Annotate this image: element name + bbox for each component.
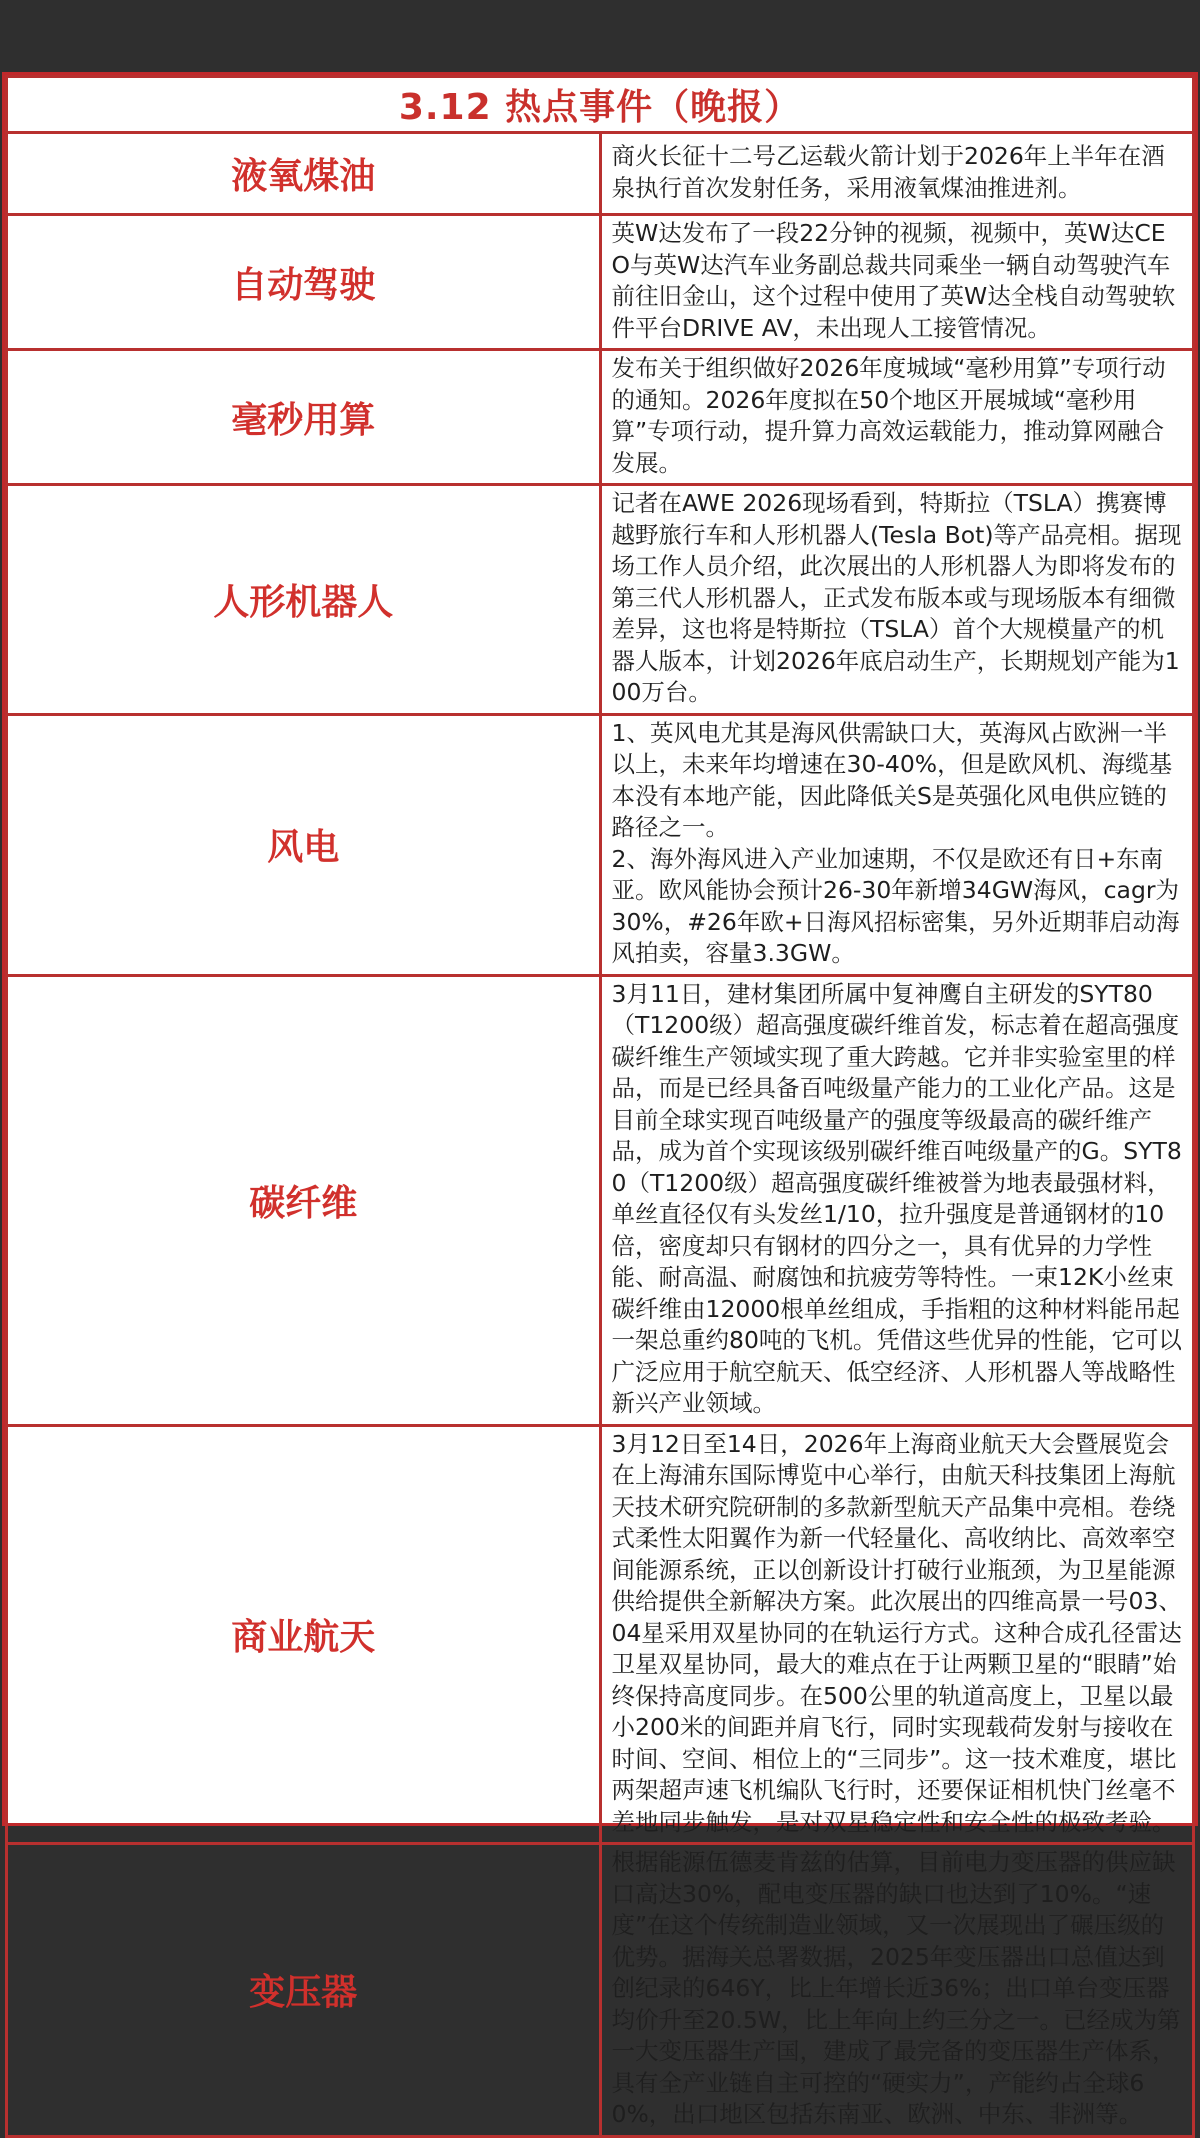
paragraph: 3月11日，建材集团所属中复神鹰自主研发的SYT80（T1200级）超高强度碳纤维首发，标志着在超高强度碳纤维生产领域实现了重大跨越。它并非实验室里的样品，而是已经具备百吨级量产能力的工业化产品。这是目前全球实现百吨级量产的强度等级最高的碳纤维产品，成为首个实现该级别碳纤维百吨级量产的G。SYT80（T1200级）超高强度碳纤维被誉为地表最强材料，单丝直径仅有头发丝1/10，拉升强度是普通钢材的10倍，密度却只有钢材的四分之一，具有优异的力学性能、耐高温、耐腐蚀和抗疲劳等特性。一束12K小丝束碳纤维由12000根单丝组成，手指粗的这种材料能吊起一架总重约80吨的飞机。凭借这些优异的性能，它可以广泛应用于航空航天、低空经济、人形机器人等战略性新兴产业领域。 [611,979,1182,1417]
paragraph: 根据能源伍德麦肯兹的估算，目前电力变压器的供应缺口高达30%，配电变压器的缺口也达到了10%。“速度”在这个传统制造业领域，又一次展现出了碾压级的优势。据海关总署数据，2025年变压器出口总值达到创纪录的646Y，比上年增长近36%；出口单台变压器均价升至20.5W，比上年向上约三分之一。已经成为第一大变压器生产国，建成了最完备的变压器生产体系，具有全产业链自主可控的“硬实力”，产能约占全球60%，出口地区包括东南亚、欧洲、中东、非洲等。 [611,1848,1181,2128]
row-content [600,485,1194,715]
row-content [600,350,1194,485]
paragraph: 英W达发布了一段22分钟的视频，视频中，英W达CEO与英W达汽车业务副总裁共同乘坐一辆自动驾驶汽车前往旧金山，这个过程中使用了英W达全栈自动驾驶软件平台DRIVE AV，未出现人工接管情况。 [611,219,1176,342]
row-label: 人形机器人 [7,485,601,715]
row-label: 商业航天 [7,1425,601,1844]
paragraph: 3月12日至14日，2026年上海商业航天大会暨展览会在上海浦东国际博览中心举行，由航天科技集团上海航天技术研究院研制的多款新型航天产品集中亮相。卷绕式柔性太阳翼作为新一代轻量化、高收纳比、高效率空间能源系统，正以创新设计打破行业瓶颈，为卫星能源供给提供全新解决方案。此次展出的四维高景一号03、04星采用双星协同的在轨运行方式。这种合成孔径雷达卫星双星协同，最大的难点在于让两颗卫星的“眼睛”始终保持高度同步。在500公里的轨道高度上，卫星以最小200米的间距并肩飞行，同时实现载荷发射与接收在时间、空间、相位上的“三同步”。这一技术难度，堪比两架超声速飞机编队飞行时，还要保证相机快门丝毫不差地同步触发，是对双星稳定性和安全性的极致考验。 [611,1429,1182,1836]
title-row [7,77,1194,133]
row-label: 液氧煤油 [7,133,601,215]
hot-events-sheet [2,72,1198,2128]
row-label: 毫秒用算 [7,350,601,485]
row-content [600,215,1194,350]
table-row [7,485,1194,715]
table-row [7,350,1194,485]
paragraph: 1、英风电尤其是海风供需缺口大，英海风占欧洲一半以上，未来年均增速在30-40%，但是欧风机、海缆基本没有本地产能，因此降低关S是英强化风电供应链的路径之一。 [611,718,1173,841]
events-table [5,75,1195,2138]
row-label: 碳纤维 [7,975,601,1425]
table-row [7,133,1194,215]
paragraph: 发布关于组织做好2026年度城域“毫秒用算”专项行动的通知。2026年度拟在50个地区开展城域“毫秒用算”专项行动，提升算力高效运载能力，推动算网融合发展。 [611,354,1166,477]
row-content [600,133,1194,215]
table-row [7,1425,1194,1844]
row-label: 风电 [7,714,601,975]
row-content [600,714,1194,975]
paragraph: 记者在AWE 2026现场看到，特斯拉（TSLA）携赛博越野旅行车和人形机器人(Tesla Bot)等产品亮相。据现场工作人员介绍，此次展出的人形机器人为即将发布的第三代人形机器人，正式发布版本或与现场版本有细微差异，这也将是特斯拉（TSLA）首个大规模量产的机器人版本，计划2026年底启动生产，长期规划产能为100万台。 [611,489,1182,706]
row-content [600,1425,1194,1844]
table-row [7,1844,1194,2137]
row-label: 自动驾驶 [7,215,601,350]
row-content [600,975,1194,1425]
page-title: 3.12 热点事件（晚报） [7,77,1194,133]
table-row [7,714,1194,975]
paragraph: 2、海外海风进入产业加速期，不仅是欧还有日+东南亚。欧风能协会预计26-30年新增34GW海风，cagr为30%，#26年欧+日海风招标密集，另外近期菲启动海风拍卖，容量3.3GW。 [611,844,1180,967]
table-row [7,975,1194,1425]
row-label: 变压器 [7,1844,601,2137]
table-row [7,215,1194,350]
row-content [600,1844,1194,2137]
paragraph: 商火长征十二号乙运载火箭计划于2026年上半年在酒泉执行首次发射任务，采用液氧煤油推进剂。 [611,142,1165,202]
